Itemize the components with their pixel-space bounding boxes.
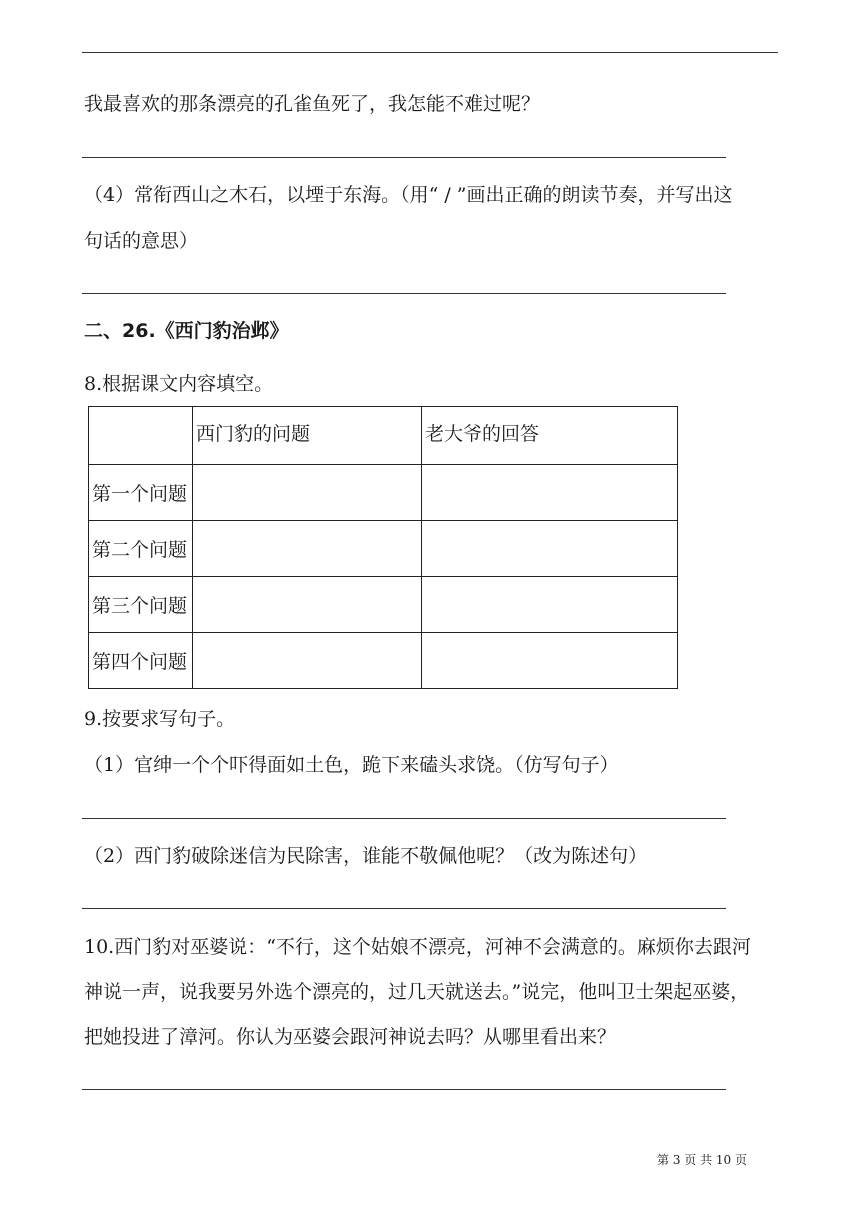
table-header-cell	[89, 407, 193, 465]
row-label: 第一个问题	[89, 465, 193, 521]
question-9-2: （2）西门豹破除迷信为民除害，谁能不敬佩他呢？（改为陈述句）	[84, 845, 648, 867]
table-header-cell: 老大爷的回答	[422, 407, 678, 465]
table-row	[89, 577, 678, 633]
answer-line[interactable]	[82, 1089, 726, 1090]
answer-cell[interactable]	[422, 521, 678, 577]
table-header-cell: 西门豹的问题	[193, 407, 422, 465]
sentence-text: 我最喜欢的那条漂亮的孔雀鱼死了，我怎能不难过呢？	[84, 93, 541, 115]
answer-cell[interactable]	[422, 633, 678, 689]
question-10-line-2: 神说一声，说我要另外选个漂亮的，过几天就送去。”说完，他叫卫士架起巫婆，	[84, 981, 750, 1003]
answer-line[interactable]	[82, 818, 726, 819]
table-row	[89, 521, 678, 577]
answer-cell[interactable]	[193, 465, 422, 521]
question-10-line-3: 把她投进了漳河。你认为巫婆会跟河神说去吗？从哪里看出来？	[84, 1026, 617, 1048]
question-9-1: （1）官绅一个个吓得面如土色，跪下来磕头求饶。（仿写句子）	[84, 754, 619, 776]
answer-line[interactable]	[82, 908, 726, 909]
row-label: 第四个问题	[89, 633, 193, 689]
answer-cell[interactable]	[422, 465, 678, 521]
table-row	[89, 633, 678, 689]
question-4-line-2: 句话的意思）	[84, 230, 199, 252]
page-number: 第 3 页 共 10 页	[657, 1153, 747, 1167]
row-label: 第二个问题	[89, 521, 193, 577]
answer-line[interactable]	[82, 157, 726, 158]
answer-line[interactable]	[82, 293, 726, 294]
question-8-prompt: 8.根据课文内容填空。	[84, 373, 274, 395]
answer-cell[interactable]	[193, 633, 422, 689]
answer-cell[interactable]	[193, 521, 422, 577]
fill-in-table	[88, 406, 678, 689]
question-4-line-1: （4）常衔西山之木石，以堙于东海。（用“ / ”画出正确的朗读节奏，并写出这	[84, 184, 733, 206]
question-9-prompt: 9.按要求写句子。	[84, 708, 236, 730]
row-label: 第三个问题	[89, 577, 193, 633]
answer-cell[interactable]	[422, 577, 678, 633]
section-heading: 二、26.《西门豹治邺》	[84, 320, 289, 342]
table-header-row	[89, 407, 678, 465]
table-row	[89, 465, 678, 521]
answer-cell[interactable]	[193, 577, 422, 633]
question-10-line-1: 10.西门豹对巫婆说：“不行，这个姑娘不漂亮，河神不会满意的。麻烦你去跟河	[84, 936, 751, 958]
answer-line[interactable]	[82, 52, 778, 53]
